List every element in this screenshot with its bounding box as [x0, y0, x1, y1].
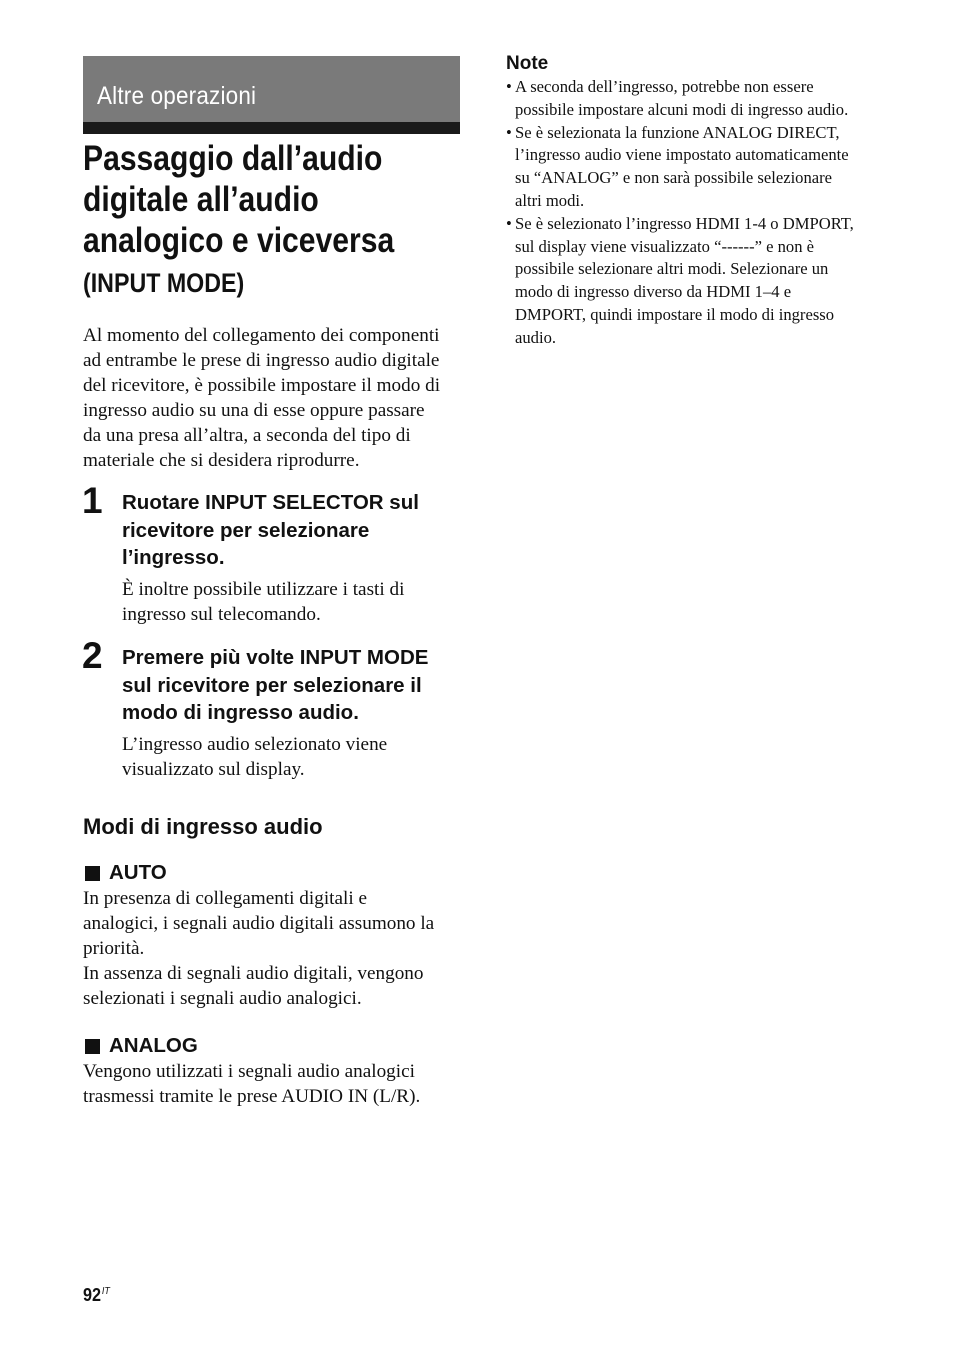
step-1-number: 1	[82, 480, 103, 521]
note-heading: Note	[506, 53, 549, 74]
intro-line: ingresso audio su una di esse oppure passare	[83, 400, 425, 421]
mode-analog-heading	[83, 1033, 198, 1059]
intro-paragraph	[83, 323, 463, 473]
step-2-text	[122, 732, 387, 782]
intro-line: materiale che si desidera riprodurre.	[83, 450, 360, 471]
mode-text-line: analogici, i segnali audio digitali assumono la	[83, 913, 435, 934]
step-title-line: ricevitore per selezionare	[122, 518, 370, 542]
note-line: Se è selezionata la funzione ANALOG DIRECT,	[515, 122, 840, 142]
note-line: possibile selezionare altri modi. Selezionare un	[515, 259, 829, 279]
mode-text-line: In assenza di segnali audio digitali, vengono	[83, 963, 424, 984]
note-item	[506, 76, 896, 122]
title-line: Passaggio dall’audio	[83, 139, 383, 178]
note-line: l’ingresso audio viene impostato automaticamente	[515, 145, 849, 165]
note-line: Se è selezionato l’ingresso HDMI 1-4 o DMPORT,	[515, 213, 854, 233]
note-line: modo di ingresso diverso da HDMI 1–4 e	[515, 282, 792, 302]
step-text-line: ingresso sul telecomando.	[122, 604, 321, 625]
square-bullet-icon	[85, 1039, 100, 1054]
note-line: A seconda dell’ingresso, potrebbe non essere	[515, 77, 814, 96]
mode-analog-text	[83, 1059, 420, 1109]
note-line: audio.	[515, 327, 557, 347]
step-title-line: Premere più volte INPUT MODE	[122, 646, 429, 669]
note-line: altri modi.	[515, 190, 585, 210]
mode-text-line: priorità.	[83, 938, 145, 959]
mode-name: AUTO	[109, 861, 167, 884]
mode-auto-text	[83, 886, 434, 1011]
intro-line: del ricevitore, è possibile impostare il modo di	[83, 375, 441, 396]
step-text-line: visualizzato sul display.	[122, 759, 305, 780]
mode-text-line: Vengono utilizzati i segnali audio analogici	[83, 1061, 415, 1082]
section-header	[83, 56, 460, 134]
intro-line: da una presa all’altra, a seconda del tipo di	[83, 425, 411, 446]
modes-heading: Modi di ingresso audio	[83, 814, 323, 839]
page-number-suffix: IT	[101, 1286, 110, 1297]
title-line: digitale all’audio	[83, 180, 319, 219]
square-bullet-icon	[85, 866, 100, 881]
step-title-line: Ruotare INPUT SELECTOR sul	[122, 491, 419, 514]
mode-text-line: In presenza di collegamenti digitali e	[83, 888, 367, 909]
note-line: DMPORT, quindi impostare il modo di ingresso	[515, 304, 835, 324]
title-line: analogico e viceversa	[83, 221, 395, 260]
intro-line: ad entrambe le prese di ingresso audio digitale	[83, 350, 440, 371]
mode-name: ANALOG	[109, 1034, 198, 1057]
bullet-icon: •	[506, 213, 512, 233]
mode-auto-heading	[83, 860, 167, 886]
page-number	[83, 1281, 110, 1306]
step-title-line: sul ricevitore per selezionare il	[122, 673, 422, 697]
note-line: possibile impostare alcuni modi di ingresso audio.	[515, 99, 849, 119]
step-text-line: L’ingresso audio selezionato viene	[122, 734, 388, 755]
step-title-line: modo di ingresso audio.	[122, 701, 359, 724]
mode-text-line: trasmessi tramite le prese AUDIO IN (L/R).	[83, 1086, 421, 1107]
page-subtitle: (INPUT MODE)	[83, 268, 245, 298]
step-2-number: 2	[82, 635, 103, 676]
note-item	[506, 122, 896, 213]
step-title-line: l’ingresso.	[122, 546, 225, 569]
note-item	[506, 213, 896, 350]
section-header-label: Altre operazioni	[97, 82, 257, 110]
step-1-title	[122, 489, 419, 572]
bullet-icon: •	[506, 122, 512, 142]
note-line: su “ANALOG” e non sarà possibile selezionare	[515, 168, 833, 188]
page-title	[83, 138, 444, 261]
intro-line: Al momento del collegamento dei componenti	[83, 325, 440, 346]
step-1-text	[122, 577, 404, 627]
step-text-line: È inoltre possibile utilizzare i tasti di	[122, 579, 405, 600]
step-2-title	[122, 644, 428, 727]
note-list	[506, 76, 896, 350]
bullet-icon: •	[506, 77, 512, 96]
mode-text-line: selezionati i segnali audio analogici.	[83, 988, 362, 1009]
page-number-value: 92	[83, 1285, 102, 1305]
note-line: sul display viene visualizzato “------” e non è	[515, 236, 815, 256]
